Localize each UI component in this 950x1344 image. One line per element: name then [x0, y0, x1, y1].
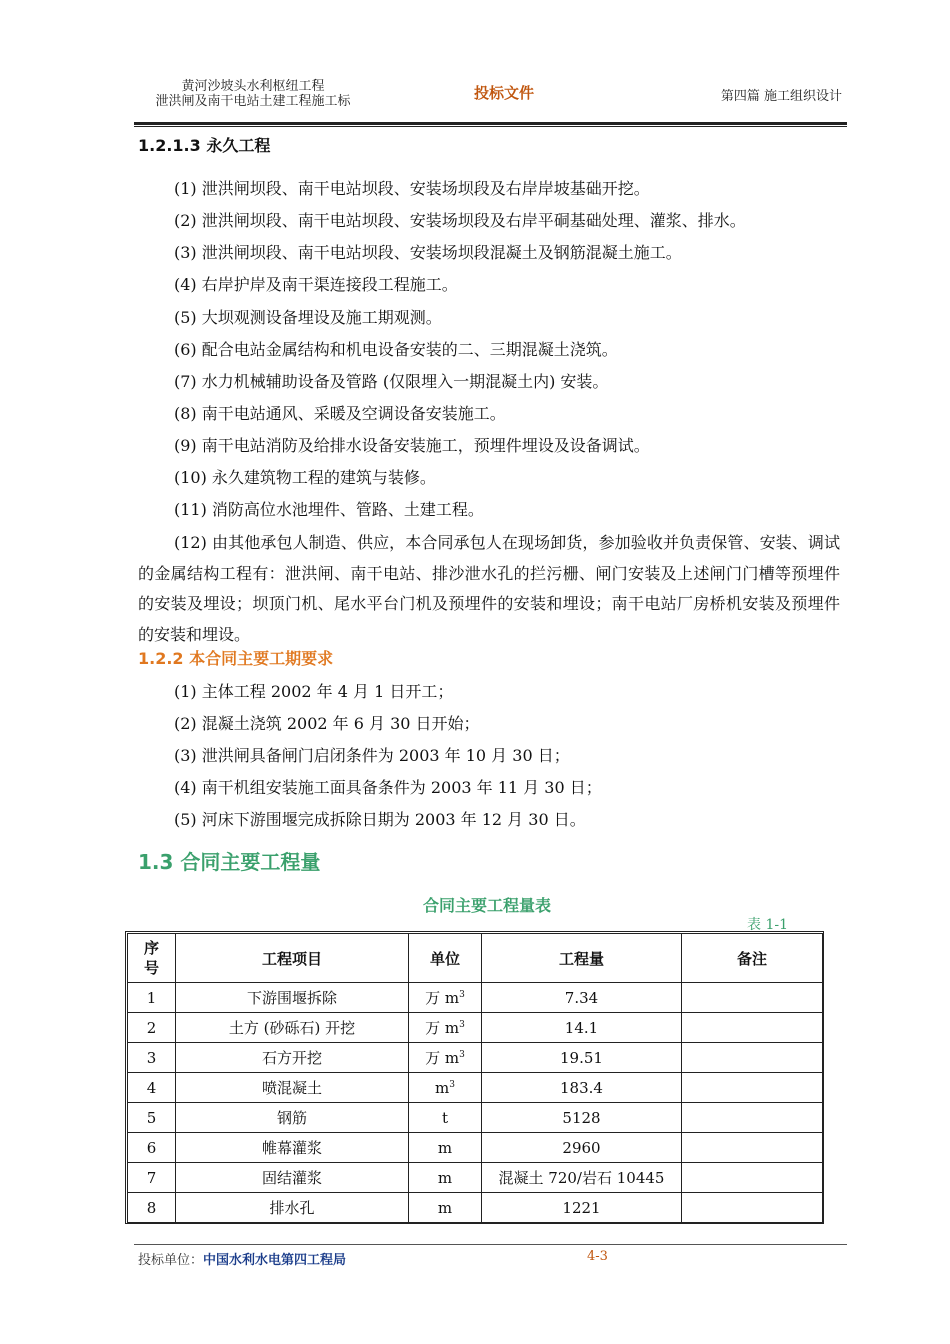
col-header-item: 工程项目: [176, 934, 409, 983]
list-item: (2) 泄洪闸坝段、南干电站坝段、安装场坝段及右岸平硐基础处理、灌浆、排水。: [174, 211, 746, 230]
cell-no: 1: [128, 983, 176, 1013]
cell-quantity: 混凝土 720/岩石 10445: [482, 1163, 682, 1193]
footer-company: 中国水利水电第四工程局: [203, 1253, 347, 1268]
table-row: [128, 1193, 823, 1223]
unit-superscript: 3: [459, 990, 465, 1000]
cell-unit: [409, 1163, 482, 1193]
footer-bidder-label: 投标单位：: [138, 1253, 204, 1268]
cell-item: 石方开挖: [176, 1043, 409, 1073]
list-item: (1) 主体工程 2002 年 4 月 1 日开工；: [174, 682, 454, 701]
list-item: (9) 南干电站消防及给排水设备安装施工，预埋件埋设及设备调试。: [174, 436, 650, 455]
unit-text: 万 m: [425, 1019, 460, 1037]
unit-text: m: [437, 1198, 453, 1217]
header-doc-type: 投标文件: [474, 84, 535, 102]
list-item: (4) 南干机组安装施工面具备条件为 2003 年 11 月 30 日；: [174, 778, 602, 797]
cell-note: [682, 1013, 823, 1043]
list-item: (3) 泄洪闸坝段、南干电站坝段、安装场坝段混凝土及钢筋混凝土施工。: [174, 243, 682, 262]
cell-quantity: 7.34: [482, 983, 682, 1013]
cell-no: 2: [128, 1013, 176, 1043]
footer-bidder: [138, 1249, 346, 1268]
list-item: (3) 泄洪闸具备闸门启闭条件为 2003 年 10 月 30 日；: [174, 746, 570, 765]
unit-superscript: 3: [459, 1020, 465, 1030]
cell-no: 5: [128, 1103, 176, 1133]
list-item: (11) 消防高位水池埋件、管路、土建工程。: [174, 500, 484, 519]
list-item-paragraph: (12) 由其他承包人制造、供应，本合同承包人在现场卸货，参加验收并负责保管、安装、调试的金属结构工程有：泄洪闸、南干电站、排沙泄水孔的拦污栅、闸门安装及上述闸门门槽等预埋件的安装及埋设；坝顶门机、尾水平台门机及预埋件的安装和埋设；南干电站厂房桥机安装及预埋件的安装和埋设。: [138, 533, 840, 644]
list-item: (8) 南干电站通风、采暖及空调设备安装施工。: [174, 404, 506, 423]
unit-text: m: [437, 1168, 453, 1187]
cell-unit: [409, 1013, 482, 1043]
table-row: [128, 1163, 823, 1193]
table-row: [128, 1103, 823, 1133]
table-header-row: [128, 934, 823, 983]
list-item: (6) 配合电站金属结构和机电设备安装的二、三期混凝土浇筑。: [174, 340, 618, 359]
list-item: (2) 混凝土浇筑 2002 年 6 月 30 日开始；: [174, 714, 480, 733]
cell-note: [682, 1133, 823, 1163]
list-item: (1) 泄洪闸坝段、南干电站坝段、安装场坝段及右岸岸坡基础开挖。: [174, 179, 650, 198]
cell-item: 下游围堰拆除: [176, 983, 409, 1013]
list-item: (5) 大坝观测设备埋设及施工期观测。: [174, 308, 442, 327]
cell-unit: [409, 1103, 482, 1133]
header-rule: [134, 122, 847, 125]
cell-unit: [409, 1073, 482, 1103]
section-title-quantities: 1.3 合同主要工程量: [138, 850, 321, 874]
unit-text: 万 m: [425, 989, 460, 1007]
cell-note: [682, 1103, 823, 1133]
cell-note: [682, 1193, 823, 1223]
col-header-unit: 单位: [409, 934, 482, 983]
footer-rule: [134, 1244, 847, 1245]
section-title-permanent-works: 1.2.1.3 永久工程: [138, 136, 271, 155]
cell-item: 土方 (砂砾石) 开挖: [176, 1013, 409, 1043]
cell-item: 钢筋: [176, 1103, 409, 1133]
unit-superscript: 3: [449, 1079, 455, 1090]
cell-item: 固结灌浆: [176, 1163, 409, 1193]
col-header-note: 备注: [682, 934, 823, 983]
header-project-name: [138, 79, 368, 109]
quantities-table: [127, 933, 823, 1223]
cell-item: 喷混凝土: [176, 1073, 409, 1103]
unit-text: m: [437, 1138, 453, 1157]
cell-unit: [409, 983, 482, 1013]
cell-no: 7: [128, 1163, 176, 1193]
cell-quantity: 2960: [482, 1133, 682, 1163]
list-item: (5) 河床下游围堰完成拆除日期为 2003 年 12 月 30 日。: [174, 810, 586, 829]
cell-note: [682, 1043, 823, 1073]
cell-item: 排水孔: [176, 1193, 409, 1223]
col-header-no-label: 序号: [143, 939, 159, 977]
cell-quantity: 183.4: [482, 1073, 682, 1103]
cell-quantity: 1221: [482, 1193, 682, 1223]
unit-text: 万 m: [425, 1049, 460, 1067]
cell-no: 8: [128, 1193, 176, 1223]
cell-note: [682, 983, 823, 1013]
unit-superscript: 3: [459, 1050, 465, 1060]
page-number: 4-3: [587, 1249, 608, 1264]
cell-unit: [409, 1193, 482, 1223]
table-row: [128, 1073, 823, 1103]
table-caption: 合同主要工程量表: [422, 896, 551, 915]
list-item: (7) 水力机械辅助设备及管路 (仅限埋入一期混凝土内) 安装。: [174, 372, 609, 391]
cell-no: 4: [128, 1073, 176, 1103]
cell-item: 帷幕灌浆: [176, 1133, 409, 1163]
cell-unit: [409, 1043, 482, 1073]
list-item: (4) 右岸护岸及南干渠连接段工程施工。: [174, 275, 458, 294]
header-chapter: 第四篇 施工组织设计: [720, 89, 842, 104]
cell-note: [682, 1163, 823, 1193]
header-project-line1: 黄河沙坡头水利枢纽工程: [181, 79, 325, 94]
cell-quantity: 14.1: [482, 1013, 682, 1043]
cell-quantity: 5128: [482, 1103, 682, 1133]
table-row: [128, 983, 823, 1013]
table-number: 表 1-1: [747, 917, 788, 933]
list-item: (10) 永久建筑物工程的建筑与装修。: [174, 468, 436, 487]
cell-unit: [409, 1133, 482, 1163]
table-row: [128, 1133, 823, 1163]
unit-text: t: [441, 1108, 449, 1127]
table-row: [128, 1043, 823, 1073]
col-header-quantity: 工程量: [482, 934, 682, 983]
header-project-line2: 泄洪闸及南干电站土建工程施工标: [155, 94, 351, 109]
cell-no: 6: [128, 1133, 176, 1163]
cell-note: [682, 1073, 823, 1103]
unit-text: m: [435, 1078, 450, 1097]
cell-no: 3: [128, 1043, 176, 1073]
cell-quantity: 19.51: [482, 1043, 682, 1073]
col-header-no: [128, 934, 176, 983]
header-rule-thin: [134, 126, 847, 127]
table-row: [128, 1013, 823, 1043]
section-title-schedule: 1.2.2 本合同主要工期要求: [138, 649, 334, 668]
